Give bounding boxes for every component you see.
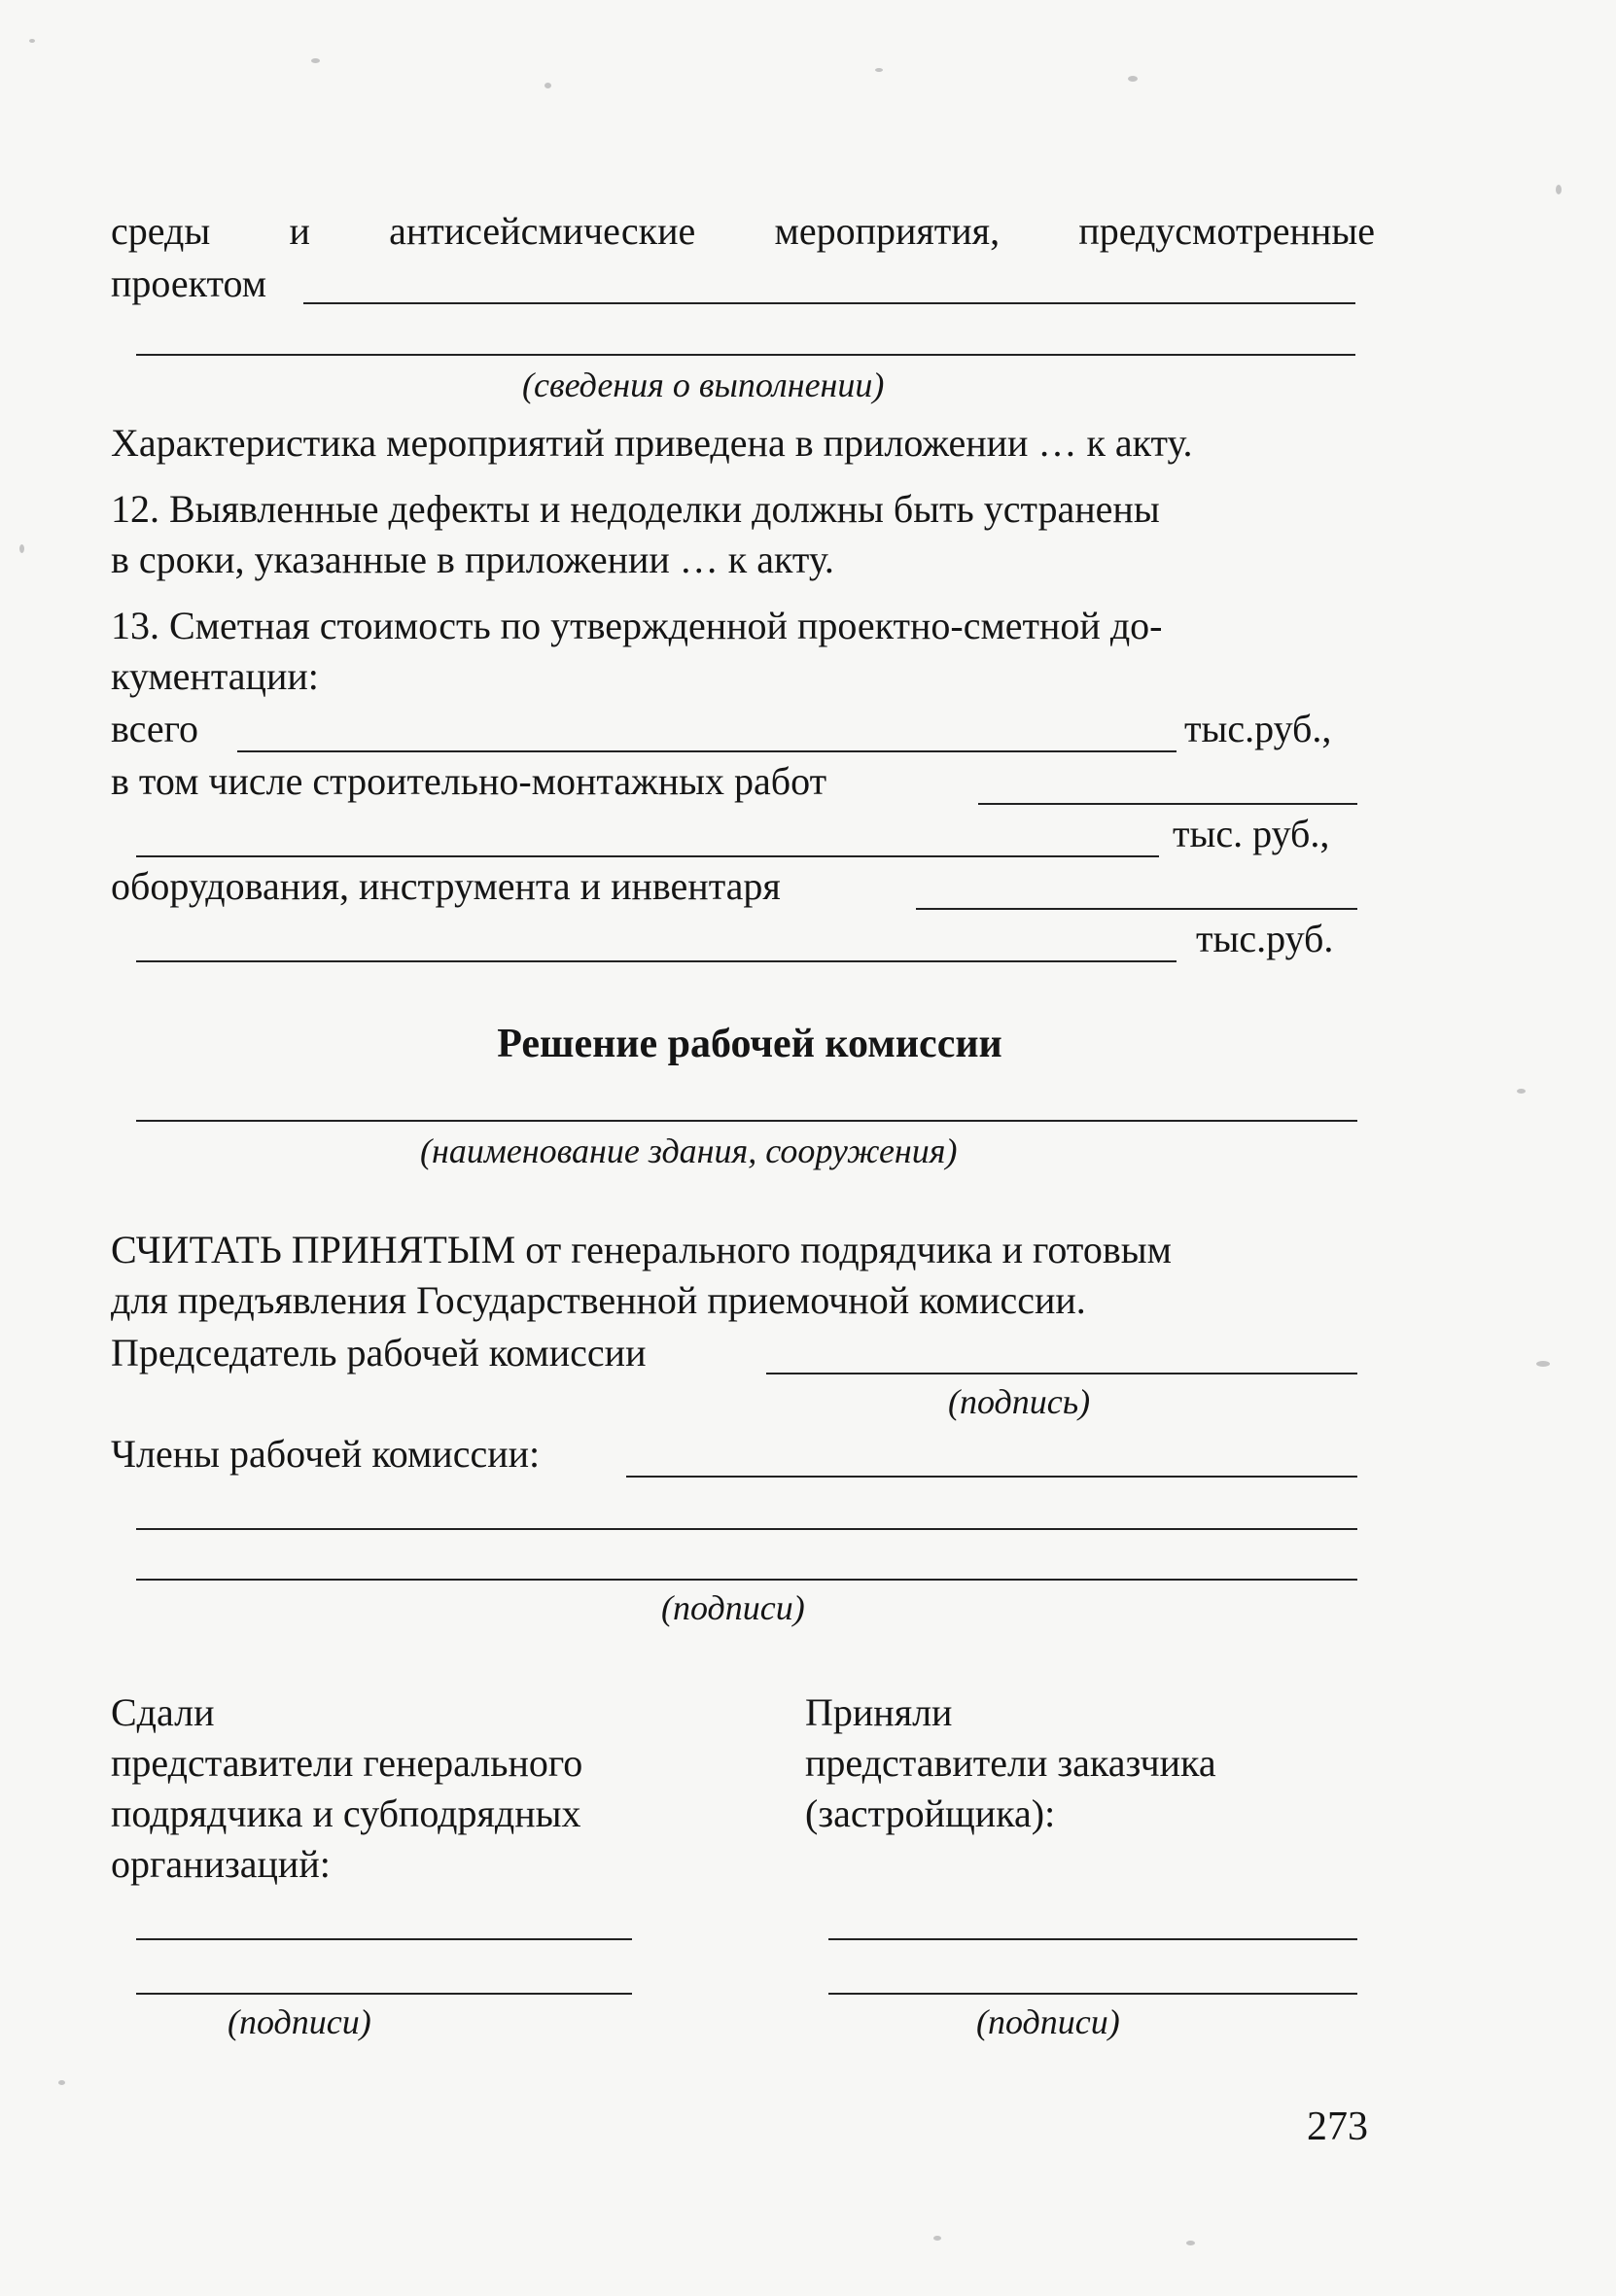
chairman-label: Председатель рабочей комиссии xyxy=(111,1331,647,1374)
right-signature-line-2 xyxy=(828,1993,1357,1995)
handover-left-line: представители генерального xyxy=(111,1741,583,1785)
total-label: всего xyxy=(111,707,199,750)
handover-left-title: Сдали xyxy=(111,1690,215,1734)
appendix-note: Характеристика мероприятий приведена в приложении … к акту. xyxy=(111,421,1193,465)
right-signatures-caption: (подписи) xyxy=(976,2002,1120,2041)
object-name-caption: (наименование здания, сооружения) xyxy=(420,1131,958,1170)
left-signatures-caption: (подписи) xyxy=(228,2002,371,2041)
construction-fill-line-2 xyxy=(136,855,1159,857)
construction-fill-line xyxy=(978,803,1357,805)
members-signature-line-3 xyxy=(136,1579,1357,1581)
scan-speck xyxy=(933,2236,941,2241)
scan-speck xyxy=(1517,1089,1526,1094)
item11-line1: среды и антисейсмические мероприятия, предусмотренные xyxy=(111,209,1375,253)
scan-speck xyxy=(545,83,551,88)
scan-speck xyxy=(311,58,320,63)
scan-speck xyxy=(58,2080,65,2085)
construction-unit: тыс. руб., xyxy=(1173,812,1330,855)
equipment-fill-line-2 xyxy=(136,960,1177,962)
equipment-unit: тыс.руб. xyxy=(1196,917,1334,960)
item13-line2: кументации: xyxy=(111,654,319,698)
right-signature-line-1 xyxy=(828,1938,1357,1940)
scan-speck xyxy=(1186,2241,1195,2245)
item12-line2: в сроки, указанные в приложении … к акту. xyxy=(111,538,834,581)
scan-speck xyxy=(875,68,883,72)
object-name-line xyxy=(136,1120,1357,1122)
item13-line1: 13. Сметная стоимость по утвержденной проектно-сметной до- xyxy=(111,604,1163,647)
handover-right-line: представители заказчика xyxy=(805,1741,1216,1785)
left-signature-line-2 xyxy=(136,1993,632,1995)
decision-text-line1: СЧИТАТЬ ПРИНЯТЫМ от генерального подрядчика и готовым xyxy=(111,1228,1172,1271)
decision-text-line2: для предъявления Государственной приемочной комиссии. xyxy=(111,1278,1086,1322)
equipment-label: оборудования, инструмента и инвентаря xyxy=(111,864,781,908)
total-fill-line xyxy=(237,750,1177,752)
members-signature-line-2 xyxy=(136,1528,1357,1530)
chairman-caption: (подпись) xyxy=(948,1382,1091,1421)
handover-left-line: организаций: xyxy=(111,1842,331,1886)
scan-speck xyxy=(1128,76,1138,82)
handover-right-line: (застройщика): xyxy=(805,1792,1056,1835)
item11-fill-line-2 xyxy=(136,354,1355,356)
scan-speck xyxy=(1556,185,1562,194)
total-unit: тыс.руб., xyxy=(1184,707,1332,750)
page-number: 273 xyxy=(1307,2105,1368,2149)
item12-line1: 12. Выявленные дефекты и недоделки должны быть устранены xyxy=(111,487,1160,531)
handover-right-title: Приняли xyxy=(805,1690,953,1734)
members-caption: (подписи) xyxy=(661,1588,805,1627)
scan-speck xyxy=(19,544,24,553)
decision-heading: Решение рабочей комиссии xyxy=(497,1022,1002,1066)
scan-speck xyxy=(29,39,35,43)
handover-left-line: подрядчика и субподрядных xyxy=(111,1792,581,1835)
chairman-signature-line xyxy=(766,1373,1357,1374)
item11-line2: проектом xyxy=(111,261,267,305)
item11-fill-line xyxy=(303,302,1355,304)
members-label: Члены рабочей комиссии: xyxy=(111,1432,541,1476)
equipment-fill-line xyxy=(916,908,1357,910)
construction-label: в том числе строительно-монтажных работ xyxy=(111,759,827,803)
item11-caption: (сведения о выполнении) xyxy=(522,365,885,404)
scan-speck xyxy=(1536,1361,1550,1367)
members-signature-line-1 xyxy=(626,1476,1357,1478)
left-signature-line-1 xyxy=(136,1938,632,1940)
